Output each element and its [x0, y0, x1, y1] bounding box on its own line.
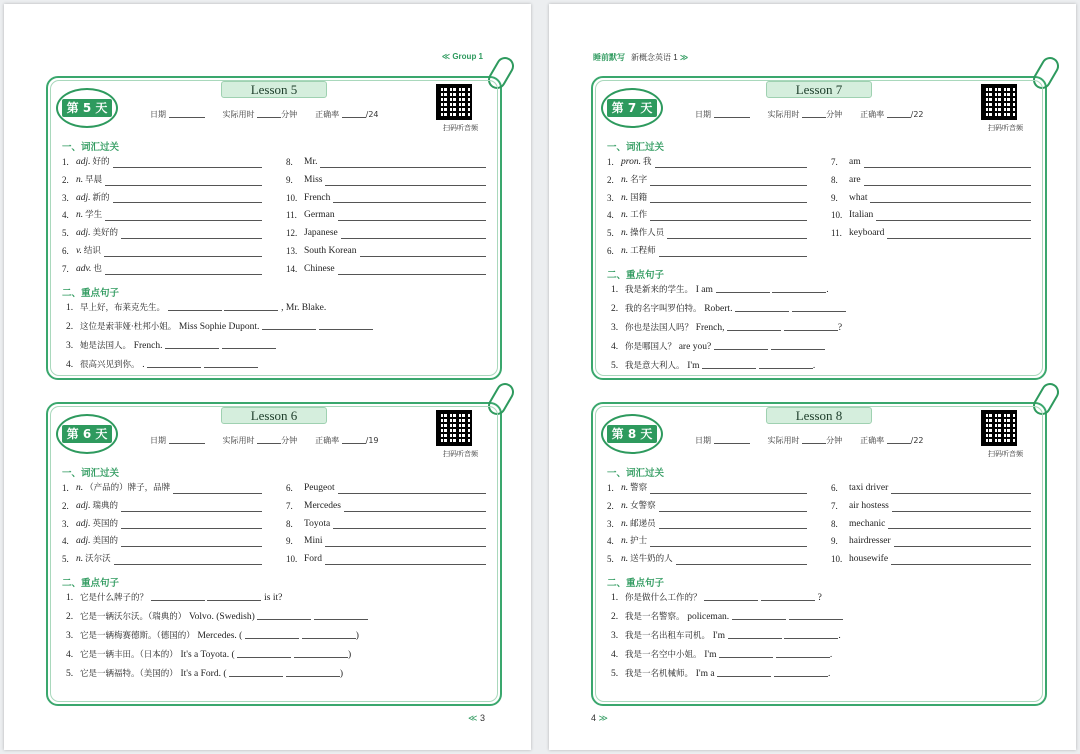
day-badge	[601, 414, 663, 454]
chevron-left-icon: ≪	[468, 713, 480, 723]
answer-blank[interactable]	[245, 631, 299, 639]
answer-line[interactable]	[104, 256, 262, 257]
vocab-item: 10. Italian	[831, 207, 1031, 225]
answer-blank[interactable]	[222, 341, 276, 349]
vocab-item: 6. taxi driver	[831, 480, 1031, 498]
vocab-right-column	[831, 480, 1031, 569]
vocab-item: 1. pron. 我	[607, 154, 807, 172]
answer-blank[interactable]	[262, 322, 316, 330]
sentence-item: 5. 我是意大利人。 I'm .	[611, 360, 816, 371]
sentence-item: 3. 它是一辆梅赛德斯。（德国的） Mercedes. ( )	[66, 631, 359, 641]
answer-line[interactable]	[864, 167, 1031, 168]
time-field[interactable]	[257, 110, 281, 118]
date-field[interactable]	[714, 436, 750, 444]
sentence-item: 1. 它是什么牌子的？ is it?	[66, 593, 283, 603]
vocab-item: 7. air hostess	[831, 498, 1031, 516]
qr-code[interactable]	[436, 84, 472, 120]
paperclip-icon	[485, 54, 518, 92]
vocab-item: 4. n. 护士	[607, 533, 807, 551]
answer-line[interactable]	[650, 493, 807, 494]
vocab-item: 2. adj. 瑞典的	[62, 498, 262, 516]
vocab-left-column	[62, 480, 262, 569]
lesson-card	[46, 76, 502, 380]
header-subtitle: 新概念英语 1	[631, 53, 678, 62]
answer-line[interactable]	[891, 564, 1031, 565]
sentence-item: 4. 你是哪国人？ are you?	[611, 340, 825, 352]
answer-line[interactable]	[105, 220, 262, 221]
meta-row: 日期 实际用时 分钟 正确率 /22	[695, 436, 924, 445]
answer-blank[interactable]	[719, 650, 773, 658]
date-field[interactable]	[714, 110, 750, 118]
sentence-item: 2. 这位是索菲娅·杜邦小姐。 Miss Sophie Dupont.	[66, 320, 373, 332]
left-page	[4, 4, 531, 750]
answer-line[interactable]	[667, 238, 807, 239]
vocab-item: 12. Japanese	[286, 225, 486, 243]
vocab-item: 9. Miss	[286, 172, 486, 190]
page-number: ≪ 3	[468, 713, 485, 723]
answer-line[interactable]	[333, 528, 486, 529]
sentence-heading: 二、重点句子	[607, 578, 665, 589]
answer-blank[interactable]	[237, 650, 291, 658]
paperclip-icon	[485, 380, 518, 418]
vocab-item: 10. housewife	[831, 551, 1031, 569]
header-title: 睡前默写	[593, 53, 625, 62]
sentence-item: 3. 她是法国人。 French.	[66, 339, 276, 351]
answer-line[interactable]	[325, 546, 486, 547]
answer-line[interactable]	[650, 546, 807, 547]
chevron-right-icon: ≫	[596, 713, 608, 723]
answer-blank[interactable]	[294, 650, 348, 658]
vocab-item: 4. n. 工作	[607, 207, 807, 225]
answer-line[interactable]	[676, 564, 807, 565]
answer-blank[interactable]	[229, 669, 283, 677]
sentence-item: 5. 它是一辆福特。（美国的） It's a Ford. ( )	[66, 669, 344, 679]
lesson-title: Lesson 8	[766, 407, 872, 424]
vocab-right-column	[831, 154, 1031, 243]
qr-code[interactable]	[981, 410, 1017, 446]
answer-line[interactable]	[325, 564, 486, 565]
answer-line[interactable]	[325, 185, 486, 186]
answer-blank[interactable]	[771, 342, 825, 350]
sentence-item: 1. 你是做什么工作的？ ?	[611, 593, 822, 603]
answer-blank[interactable]	[732, 612, 786, 620]
answer-blank[interactable]	[224, 303, 278, 311]
sentence-item: 3. 你也是法国人吗？ French, ?	[611, 322, 843, 333]
answer-line[interactable]	[338, 220, 486, 221]
day-label: 第 7 天	[607, 99, 657, 117]
vocab-item: 5. n. 送牛奶的人	[607, 551, 807, 569]
vocab-item: 9. what	[831, 190, 1031, 208]
qr-label: 扫码听音频	[988, 124, 1023, 132]
answer-blank[interactable]	[714, 342, 768, 350]
paperclip-icon	[1030, 54, 1063, 92]
answer-line[interactable]	[360, 256, 486, 257]
qr-label: 扫码听音频	[443, 124, 478, 132]
answer-blank[interactable]	[776, 650, 830, 658]
day-badge	[56, 414, 118, 454]
meta-row: 日期 实际用时 分钟 正确率 /22	[695, 110, 924, 119]
answer-line[interactable]	[894, 546, 1031, 547]
answer-blank[interactable]	[702, 361, 756, 369]
paperclip-icon	[1030, 380, 1063, 418]
vocab-right-column	[286, 480, 486, 569]
vocab-item: 10. Ford	[286, 551, 486, 569]
sentence-item: 3. 我是一名出租车司机。 I'm .	[611, 631, 841, 641]
qr-code[interactable]	[436, 410, 472, 446]
group-label: Group 1	[452, 52, 483, 61]
lesson-card	[591, 402, 1047, 706]
chevron-left-icon: ≪	[441, 52, 453, 61]
vocab-item: 9. hairdresser	[831, 533, 1031, 551]
vocab-item: 9. Mini	[286, 533, 486, 551]
answer-line[interactable]	[650, 185, 807, 186]
sentence-heading: 二、重点句子	[62, 578, 120, 589]
vocab-right-column	[286, 154, 486, 279]
lesson-title: Lesson 5	[221, 81, 327, 98]
answer-blank[interactable]	[165, 341, 219, 349]
vocab-item: 1. adj. 好的	[62, 154, 262, 172]
answer-line[interactable]	[650, 202, 807, 203]
vocab-item: 11. keyboard	[831, 225, 1031, 243]
sentence-item: 4. 很高兴见到你。 .	[66, 358, 258, 370]
vocab-item: 8. are	[831, 172, 1031, 190]
vocab-item: 3. adj. 新的	[62, 190, 262, 208]
answer-blank[interactable]	[761, 593, 815, 601]
sentence-item: 1. 我是新来的学生。 I am .	[611, 284, 829, 295]
right-page	[549, 4, 1076, 750]
page-number: 4 ≫	[591, 713, 608, 723]
answer-line[interactable]	[344, 511, 486, 512]
vocab-item: 1. n. 警察	[607, 480, 807, 498]
answer-line[interactable]	[121, 238, 262, 239]
answer-line[interactable]	[173, 493, 262, 494]
sentence-item: 4. 我是一名空中小姐。 I'm .	[611, 650, 833, 660]
day-badge	[601, 88, 663, 128]
vocab-item: 8. Mr.	[286, 154, 486, 172]
answer-blank[interactable]	[792, 304, 846, 312]
vocab-item: 3. n. 国籍	[607, 190, 807, 208]
answer-line[interactable]	[105, 274, 262, 275]
answer-blank[interactable]	[784, 631, 838, 639]
vocab-item: 4. n. 学生	[62, 207, 262, 225]
time-field[interactable]	[802, 110, 826, 118]
vocab-item: 2. n. 女警察	[607, 498, 807, 516]
vocab-item: 2. n. 早晨	[62, 172, 262, 190]
answer-blank[interactable]	[789, 612, 843, 620]
sentence-item: 1. 早上好，布莱克先生。 , Mr. Blake.	[66, 302, 327, 313]
vocab-item: 3. n. 邮递员	[607, 516, 807, 534]
vocab-left-column	[62, 154, 262, 279]
answer-blank[interactable]	[302, 631, 356, 639]
answer-blank[interactable]	[716, 285, 770, 293]
answer-line[interactable]	[659, 256, 807, 257]
vocab-item: 6. v. 结识	[62, 243, 262, 261]
answer-line[interactable]	[320, 167, 486, 168]
answer-line[interactable]	[892, 511, 1031, 512]
vocab-item: 3. adj. 英国的	[62, 516, 262, 534]
day-label: 第 8 天	[607, 425, 657, 443]
answer-blank[interactable]	[759, 361, 813, 369]
vocab-item: 5. n. 操作人员	[607, 225, 807, 243]
score-field[interactable]	[887, 110, 911, 118]
answer-line[interactable]	[659, 511, 807, 512]
answer-blank[interactable]	[717, 669, 771, 677]
group-header	[442, 52, 483, 61]
answer-blank[interactable]	[257, 612, 311, 620]
date-field[interactable]	[169, 110, 205, 118]
answer-line[interactable]	[341, 238, 486, 239]
sentence-item: 4. 它是一辆丰田。（日本的） It's a Toyota. ( )	[66, 650, 352, 660]
answer-line[interactable]	[655, 167, 808, 168]
vocab-item: 8. Toyota	[286, 516, 486, 534]
meta-row: 日期 实际用时 分钟 正确率 /24	[150, 110, 379, 119]
vocab-heading: 一、词汇过关	[607, 468, 665, 479]
vocab-item: 7. am	[831, 154, 1031, 172]
score-field[interactable]	[342, 436, 366, 444]
sentence-item: 2. 它是一辆沃尔沃。（瑞典的） Volvo. (Swedish)	[66, 610, 368, 622]
answer-blank[interactable]	[319, 322, 373, 330]
answer-line[interactable]	[888, 528, 1031, 529]
vocab-item: 1. n. （产品的）牌子，品牌	[62, 480, 262, 498]
vocab-item: 8. mechanic	[831, 516, 1031, 534]
answer-blank[interactable]	[151, 593, 205, 601]
answer-line[interactable]	[650, 220, 807, 221]
chevron-right-icon: ≫	[677, 53, 689, 62]
answer-blank[interactable]	[774, 669, 828, 677]
vocab-item: 2. n. 名字	[607, 172, 807, 190]
answer-line[interactable]	[121, 546, 262, 547]
answer-blank[interactable]	[772, 285, 826, 293]
lesson-title: Lesson 6	[221, 407, 327, 424]
answer-blank[interactable]	[314, 612, 368, 620]
answer-line[interactable]	[113, 202, 262, 203]
vocab-item: 4. adj. 美国的	[62, 533, 262, 551]
score-field[interactable]	[887, 436, 911, 444]
vocab-item: 13. South Korean	[286, 243, 486, 261]
lesson-card	[46, 402, 502, 706]
answer-line[interactable]	[114, 564, 262, 565]
vocab-heading: 一、词汇过关	[62, 468, 120, 479]
sentence-item: 5. 我是一名机械师。 I'm a .	[611, 669, 831, 679]
answer-line[interactable]	[891, 493, 1031, 494]
answer-line[interactable]	[121, 511, 262, 512]
vocab-item: 6. Peugeot	[286, 480, 486, 498]
vocab-item: 14. Chinese	[286, 261, 486, 279]
time-field[interactable]	[257, 436, 281, 444]
qr-code[interactable]	[981, 84, 1017, 120]
vocab-item: 7. adv. 也	[62, 261, 262, 279]
day-badge	[56, 88, 118, 128]
answer-line[interactable]	[121, 528, 262, 529]
vocab-left-column	[607, 154, 807, 261]
lesson-card	[591, 76, 1047, 380]
vocab-item: 6. n. 工程师	[607, 243, 807, 261]
sentence-item: 2. 我的名字叫罗伯特。 Robert.	[611, 302, 846, 314]
vocab-heading: 一、词汇过关	[62, 142, 120, 153]
vocab-heading: 一、词汇过关	[607, 142, 665, 153]
vocab-item: 10. French	[286, 190, 486, 208]
lesson-title: Lesson 7	[766, 81, 872, 98]
meta-row: 日期 实际用时 分钟 正确率 /19	[150, 436, 379, 445]
answer-blank[interactable]	[704, 593, 758, 601]
book-header	[593, 52, 688, 63]
sentence-item: 2. 我是一名警察。 policeman.	[611, 610, 843, 622]
answer-line[interactable]	[659, 528, 807, 529]
answer-line[interactable]	[876, 220, 1031, 221]
sentence-heading: 二、重点句子	[62, 287, 120, 299]
date-field[interactable]	[169, 436, 205, 444]
vocab-left-column	[607, 480, 807, 569]
answer-blank[interactable]	[207, 593, 261, 601]
qr-label: 扫码听音频	[443, 450, 478, 458]
day-label: 第 6 天	[62, 425, 112, 443]
answer-line[interactable]	[333, 202, 486, 203]
answer-blank[interactable]	[727, 323, 781, 331]
answer-blank[interactable]	[784, 323, 838, 331]
vocab-item: 5. adj. 美好的	[62, 225, 262, 243]
answer-blank[interactable]	[147, 360, 201, 368]
answer-blank[interactable]	[735, 304, 789, 312]
answer-blank[interactable]	[286, 669, 340, 677]
answer-blank[interactable]	[728, 631, 782, 639]
score-field[interactable]	[342, 110, 366, 118]
qr-label: 扫码听音频	[988, 450, 1023, 458]
answer-line[interactable]	[864, 185, 1031, 186]
answer-line[interactable]	[338, 493, 486, 494]
vocab-item: 5. n. 沃尔沃	[62, 551, 262, 569]
sentence-heading: 二、重点句子	[607, 269, 665, 281]
answer-line[interactable]	[113, 167, 262, 168]
vocab-item: 11. German	[286, 207, 486, 225]
answer-blank[interactable]	[204, 360, 258, 368]
answer-line[interactable]	[105, 185, 262, 186]
answer-line[interactable]	[870, 202, 1031, 203]
answer-blank[interactable]	[168, 303, 222, 311]
time-field[interactable]	[802, 436, 826, 444]
answer-line[interactable]	[887, 238, 1031, 239]
answer-line[interactable]	[338, 274, 486, 275]
vocab-item: 7. Mercedes	[286, 498, 486, 516]
day-label: 第 5 天	[62, 99, 112, 117]
